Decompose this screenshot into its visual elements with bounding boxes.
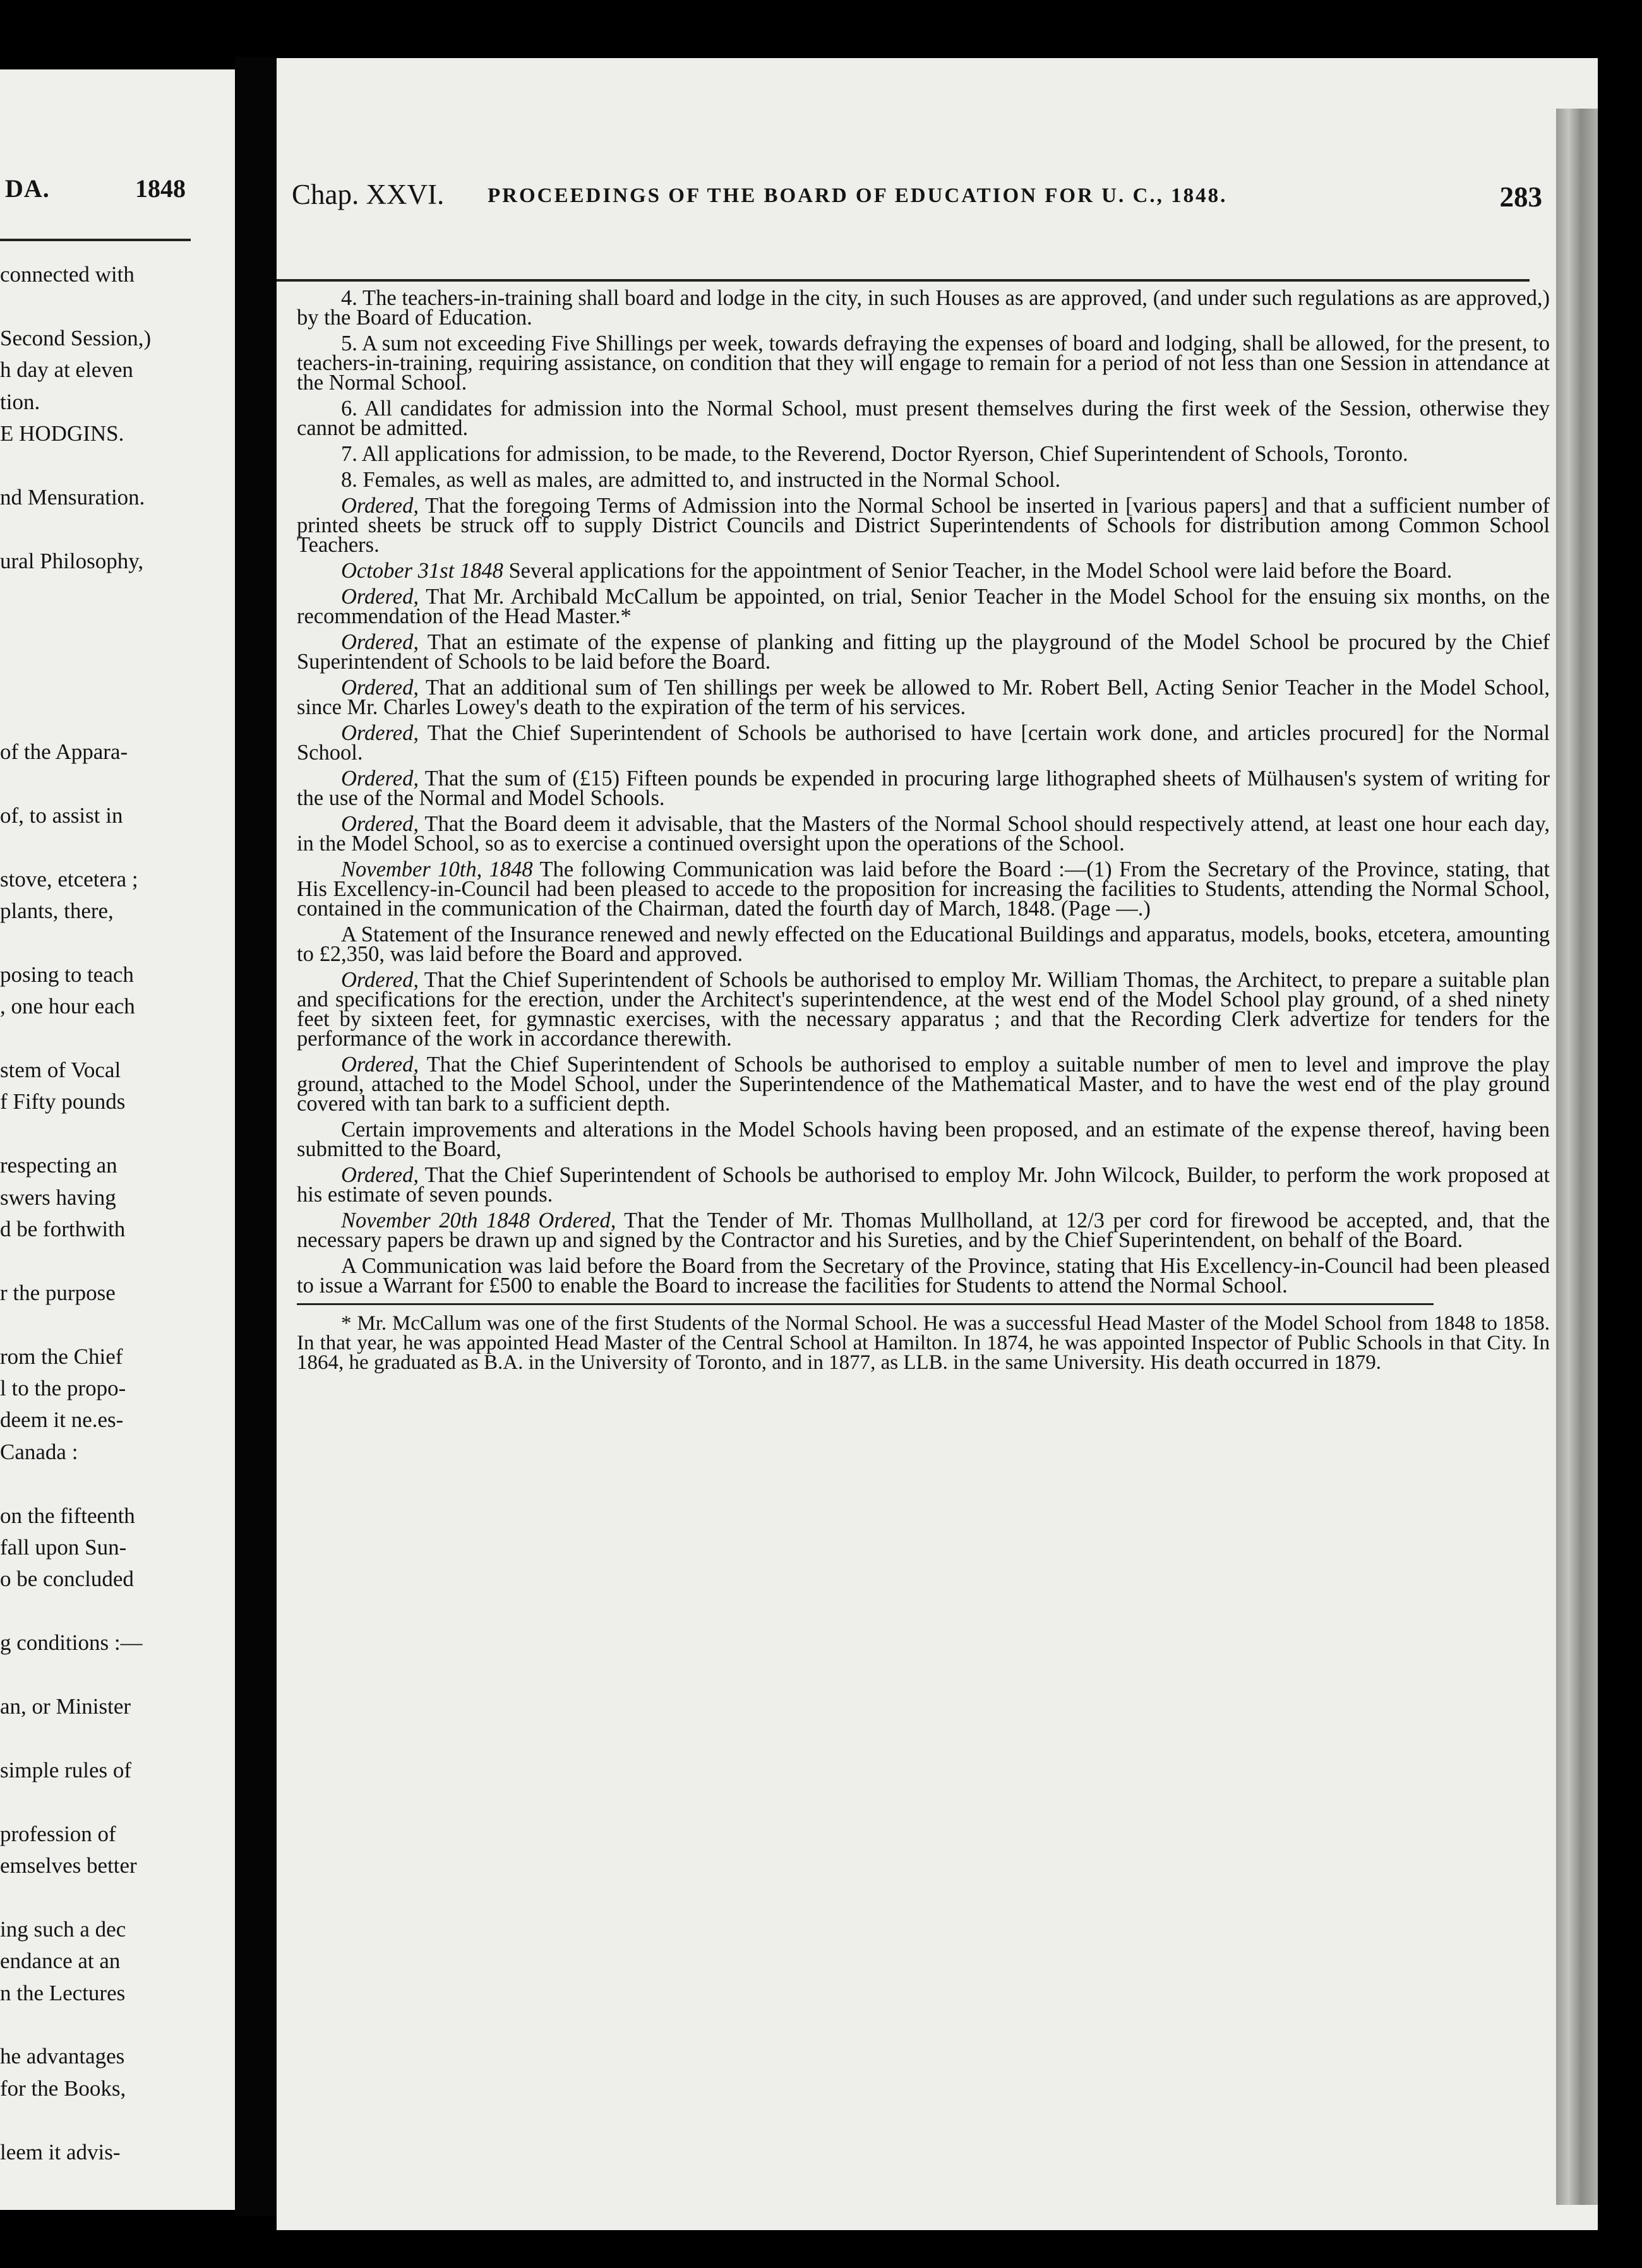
left-text-fragment: Canada : <box>0 1439 78 1464</box>
paragraph-text: Certain improvements and alterations in the Model Schools having been proposed, and an estimate of the expense thereof, having been submitted to the Board, <box>297 1118 1550 1161</box>
left-text-fragment: f Fifty pounds <box>0 1089 126 1114</box>
paragraph <box>297 1211 1550 1250</box>
paragraph <box>297 1055 1550 1114</box>
paragraph <box>297 286 1550 330</box>
paragraph <box>297 470 1550 490</box>
paragraph-text: A Communication was laid before the Board from the Secretary of the Province, stating that His Excellency-in-Council had been pleased to issue a Warrant for £500 to enable the Board to increase the facilities for Students to attend the Normal School. <box>297 1254 1550 1298</box>
left-text-fragment: swers having <box>0 1185 116 1210</box>
paragraph <box>297 970 1550 1049</box>
left-header-title: DA. <box>5 174 50 203</box>
left-text-fragment: of, to assist in <box>0 803 123 828</box>
paragraph-lead: Ordered, <box>341 1163 419 1187</box>
paragraph <box>297 922 1550 966</box>
left-text-fragment: g conditions :— <box>0 1630 143 1656</box>
left-text-fragment: fall upon Sun- <box>0 1535 127 1560</box>
page-header <box>292 178 1542 222</box>
paragraph <box>297 561 1550 581</box>
left-text-fragment: stove, etcetera ; <box>0 866 138 892</box>
paragraph-lead: Ordered, <box>341 767 419 791</box>
paragraph-text: 6. All candidates for admission into the Normal School, must present themselves during the first week of the Session, otherwise they cannot be admitted. <box>297 397 1550 440</box>
paragraph-text: That the foregoing Terms of Admission into the Normal School be inserted in [various papers] and that a sufficient number of printed sheets be struck off to supply District Councils and District Superintendents of Schools for distribution among Common School Teachers. <box>297 494 1550 557</box>
paragraph-lead: Ordered, <box>341 812 419 836</box>
left-text-fragment: plants, there, <box>0 898 114 923</box>
paragraph <box>297 496 1550 555</box>
page-number: 283 <box>1499 181 1542 213</box>
paragraph-text: That the Chief Superintendent of Schools be authorised to employ Mr. William Thomas, the Architect, to prepare a suitable plan and specifications for the erection, under the Architect's superintendence, at the west end of the Model School play ground, of a shed ninety feet by sixteen feet, for gymnastic exercises, with the necessary apparatus ; and that the Recording Clerk advertize for tenders for the performance of the work in accordance therewith. <box>297 968 1550 1051</box>
paragraph-lead: Ordered, <box>341 721 419 745</box>
paragraph-text: That Mr. Archibald McCallum be appointed, on trial, Senior Teacher in the Model School for the ensuing six months, on the recommendation of the Head Master.* <box>297 585 1550 628</box>
paragraph-lead: Ordered, <box>341 968 419 992</box>
paragraph-text: That an estimate of the expense of planking and fitting up the playground of the Model School be procured by the Chief Superintendent of Schools to be laid before the Board. <box>297 630 1550 674</box>
left-text-fragment: , one hour each <box>0 994 135 1019</box>
paragraph-lead: Ordered, <box>341 1053 419 1077</box>
paragraph-text: That the Chief Superintendent of Schools be authorised to employ a suitable number of men to level and improve the play ground, attached to the Model School, under the Superintendence of the Mathematical Master, and to have the west end of the play ground covered with tan bark to a sufficient depth. <box>297 1053 1550 1116</box>
left-text-fragment: d be forthwith <box>0 1217 126 1241</box>
paragraph-lead: Ordered, <box>341 676 419 700</box>
left-text-fragment: nd Mensuration. <box>0 484 145 510</box>
paragraph <box>297 678 1550 717</box>
paragraph <box>297 331 1550 395</box>
left-text-fragment: Second Session,) <box>0 325 152 350</box>
left-text-fragment: r the purpose <box>0 1280 116 1305</box>
paragraph <box>297 1163 1550 1207</box>
left-text-fragment: posing to teach <box>0 962 134 987</box>
left-text-fragment: rom the Chief <box>0 1344 123 1369</box>
left-text-fragment: emselves better <box>0 1853 137 1878</box>
paragraph-text: 8. Females, as well as males, are admitted to, and instructed in the Normal School. <box>341 468 1061 492</box>
running-title: PROCEEDINGS OF THE BOARD OF EDUCATION FOR U. C., 1848. <box>488 184 1228 207</box>
paragraph-text: That the Tender of Mr. Thomas Mullholland, at 12/3 per cord for firewood be accepted, and, that the necessary papers be drawn up and signed by the Contractor and his Sureties, and by the Chief Superintendent, on behalf of the Board. <box>297 1209 1550 1252</box>
left-header-rule <box>0 239 191 241</box>
paragraph-lead: Ordered, <box>341 630 419 654</box>
left-text-fragment: connected with <box>0 262 135 287</box>
footnote-rule <box>297 1303 1434 1305</box>
left-page <box>0 69 235 2210</box>
paragraph <box>297 721 1550 765</box>
paragraphs <box>297 286 1550 1298</box>
left-text-fragment: endance at an <box>0 1949 121 1974</box>
paragraph-lead: November 20th 1848 Ordered, <box>341 1209 616 1232</box>
left-text-fragment: E HODGINS. <box>0 421 124 446</box>
paragraph <box>297 587 1550 626</box>
paragraph-text: That the Board deem it advisable, that the Masters of the Normal School should respectively attend, at least one hour each day, in the Model School, so as to exercise a continued oversight upon the operations of the School. <box>297 812 1550 856</box>
left-text-fragment: of the Appara- <box>0 739 128 764</box>
left-text-fragment: stem of Vocal <box>0 1058 121 1082</box>
paragraph-text: That the Chief Superintendent of Schools be authorised to have [certain work done, and articles procured] for the Normal School. <box>297 721 1550 765</box>
left-text-fragment: profession of <box>0 1821 116 1846</box>
paragraph-lead: November 10th, 1848 <box>341 857 533 881</box>
left-text-fragment: an, or Minister <box>0 1694 131 1719</box>
paragraph-text: A Statement of the Insurance renewed and newly effected on the Educational Buildings and apparatus, models, books, etcetera, amounting to £2,350, was laid before the Board and approved. <box>297 922 1550 966</box>
paragraph-lead: October 31st 1848 <box>341 559 503 583</box>
paragraph <box>297 399 1550 438</box>
paragraph-lead: Ordered, <box>341 585 419 609</box>
paragraph <box>297 1120 1550 1159</box>
left-text-fragment: deem it ne.es- <box>0 1407 124 1433</box>
paragraph-text: Several applications for the appointment of Senior Teacher, in the Model School were laid before the Board. <box>503 559 1453 583</box>
paragraph-text: That the Chief Superintendent of Schools be authorised to employ Mr. John Wilcock, Builder, to perform the work proposed at his estimate of seven pounds. <box>297 1163 1550 1207</box>
left-text-fragment: on the fifteenth <box>0 1503 135 1528</box>
book-gutter <box>235 57 277 2216</box>
paragraph <box>297 812 1550 856</box>
footnote: * Mr. McCallum was one of the first Students of the Normal School. He was a successful Head Master of the Model School from 1848 to 1858. In that year, he was appointed Head Master of the Central School at Hamilton. In 1874, he was appointed Inspector of Public Schools in that City. In 1864, he graduated as B.A. in the University of Toronto, and in 1877, as LLB. in the same University. His death occurred in 1879. <box>297 1312 1550 1374</box>
right-page <box>277 58 1598 2230</box>
left-header-year: 1848 <box>135 174 186 203</box>
paragraph <box>297 1256 1550 1296</box>
paragraph-text: That an additional sum of Ten shillings per week be allowed to Mr. Robert Bell, Acting Senior Teacher in the Model School, since Mr. Charles Lowey's death to the expiration of the term of his services. <box>297 676 1550 719</box>
paragraph <box>297 442 1550 466</box>
left-text-fragment: tion. <box>0 389 40 414</box>
page-body <box>297 286 1550 1379</box>
left-text-fragment: for the Books, <box>0 2075 126 2101</box>
left-text-fragment: ural Philosophy, <box>0 548 144 573</box>
left-text-fragment: n the Lectures <box>0 1980 126 2005</box>
header-rule <box>277 279 1530 282</box>
left-text-fragment: h day at eleven <box>0 357 133 383</box>
paragraph-text: That the sum of (£15) Fifteen pounds be expended in procuring large lithographed sheets of Mülhausen's system of writing for the use of the Normal and Model Schools. <box>297 767 1550 810</box>
left-text-fragment: he advantages <box>0 2044 125 2069</box>
left-text-fragment: o be concluded <box>0 1567 134 1592</box>
paragraph <box>297 630 1550 674</box>
paragraph-text: 7. All applications for admission, to be made, to the Reverend, Doctor Ryerson, Chief Superintendent of Schools, Toronto. <box>341 442 1408 466</box>
paragraph-text: 4. The teachers-in-training shall board and lodge in the city, in such Houses as are approved, (and under such regulations as are approved,) by the Board of Education. <box>297 286 1550 330</box>
left-text-fragment: l to the propo- <box>0 1376 126 1400</box>
left-text-fragment: leem it advis- <box>0 2139 121 2164</box>
paragraph <box>297 769 1550 808</box>
left-text-fragment: respecting an <box>0 1153 117 1178</box>
paragraph-lead: Ordered, <box>341 494 419 518</box>
page-edge <box>1556 109 1598 2205</box>
left-text-fragment: simple rules of <box>0 1757 132 1782</box>
paragraph <box>297 857 1550 921</box>
paragraph-text: 5. A sum not exceeding Five Shillings per week, towards defraying the expenses of board and lodging, shall be allowed, for the present, to teachers-in-training, requiring assistance, on condition that they will engage to remain for a period of not less than one Session in attendance at the Normal School. <box>297 331 1550 395</box>
paragraph-text: The following Communication was laid before the Board :—(1) From the Secretary of the Province, stating, that His Excellency-in-Council had been pleased to accede to the proposition for increasing the facilities to Students, attending the Normal School, contained in the communication of the Chairman, dated the fourth day of March, 1848. (Page —.) <box>297 857 1550 921</box>
chapter-label: Chap. XXVI. <box>292 179 445 210</box>
left-text-fragment: ing such a dec <box>0 1916 126 1942</box>
